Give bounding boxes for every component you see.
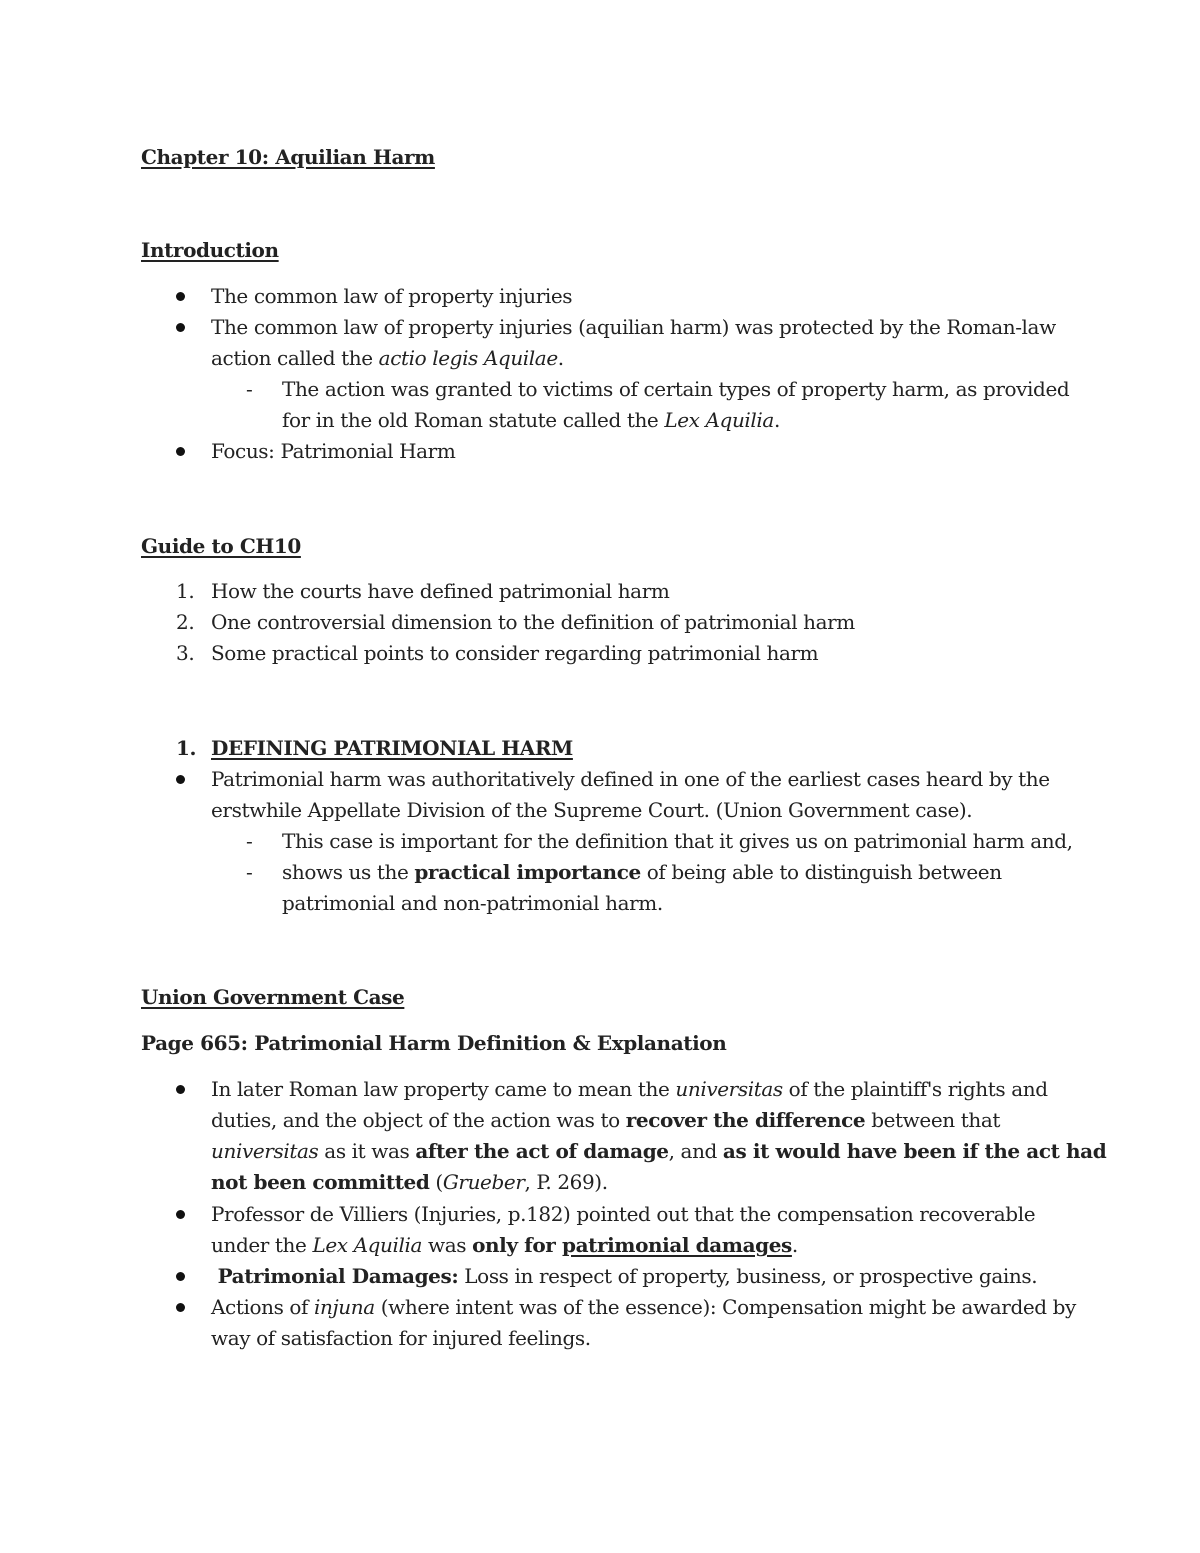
intro-sub-1-line-2: for in the old Roman statute called the Lex Aquilia. [282,408,780,432]
guide-item-2: One controversial dimension to the definition of patrimonial harm [211,610,855,634]
bullet-icon [176,775,185,784]
intro-bullet-1: The common law of property injuries [211,284,573,308]
defining-bullet-line-1: Patrimonial harm was authoritatively defined in one of the earliest cases heard by the [211,767,1050,791]
section-number: 1. [176,736,197,760]
bullet-icon [176,1085,185,1094]
guide-item-3: Some practical points to consider regarding patrimonial harm [211,641,819,665]
introduction-heading: Introduction [141,238,279,262]
union-bullet-3: Patrimonial Damages: Loss in respect of property, business, or prospective gains. [211,1264,1038,1288]
union-bullet-1-line-2: duties, and the object of the action was to recover the difference between that [211,1108,1000,1132]
bullet-icon [176,1303,185,1312]
intro-bullet-3: Focus: Patrimonial Harm [211,439,456,463]
intro-bullet-2-line-2: action called the actio legis Aquilae. [211,346,564,370]
dash-marker: - [246,860,253,884]
defining-sub-2-line-2: patrimonial and non-patrimonial harm. [282,891,663,915]
bullet-icon [176,323,185,332]
list-number: 2. [176,610,195,634]
union-bullet-4-line-2: way of satisfaction for injured feelings. [211,1326,591,1350]
bullet-icon [176,1210,185,1219]
defining-bullet-line-2: erstwhile Appellate Division of the Supreme Court. (Union Government case). [211,798,973,822]
defining-sub-1: This case is important for the definition that it gives us on patrimonial harm and, [282,829,1073,853]
guide-heading: Guide to CH10 [141,534,301,558]
union-bullet-4-line-1: Actions of injuna (where intent was of the essence): Compensation might be awarded by [211,1295,1076,1319]
union-bullet-2-line-1: Professor de Villiers (Injuries, p.182) pointed out that the compensation recoverable [211,1202,1036,1226]
union-subheading: Page 665: Patrimonial Harm Definition & Explanation [141,1031,727,1055]
union-bullet-2-line-2: under the Lex Aquilia was only for patrimonial damages. [211,1233,798,1257]
union-heading: Union Government Case [141,985,405,1009]
union-bullet-1-line-1: In later Roman law property came to mean the universitas of the plaintiff's rights and [211,1077,1048,1101]
union-bullet-1-line-3: universitas as it was after the act of damage, and as it would have been if the act had [211,1139,1107,1163]
bullet-icon [176,292,185,301]
intro-bullet-2-line-1: The common law of property injuries (aquilian harm) was protected by the Roman-law [211,315,1056,339]
dash-marker: - [246,377,253,401]
list-number: 1. [176,579,195,603]
document-title: Chapter 10: Aquilian Harm [141,145,435,169]
union-bullet-1-line-4: not been committed (Grueber, P. 269). [211,1170,608,1194]
bullet-icon [176,1272,185,1281]
bullet-icon [176,447,185,456]
guide-item-1: How the courts have defined patrimonial harm [211,579,670,603]
defining-heading: DEFINING PATRIMONIAL HARM [211,736,573,760]
intro-sub-1-line-1: The action was granted to victims of certain types of property harm, as provided [282,377,1070,401]
list-number: 3. [176,641,195,665]
dash-marker: - [246,829,253,853]
defining-sub-2-line-1: shows us the practical importance of being able to distinguish between [282,860,1002,884]
